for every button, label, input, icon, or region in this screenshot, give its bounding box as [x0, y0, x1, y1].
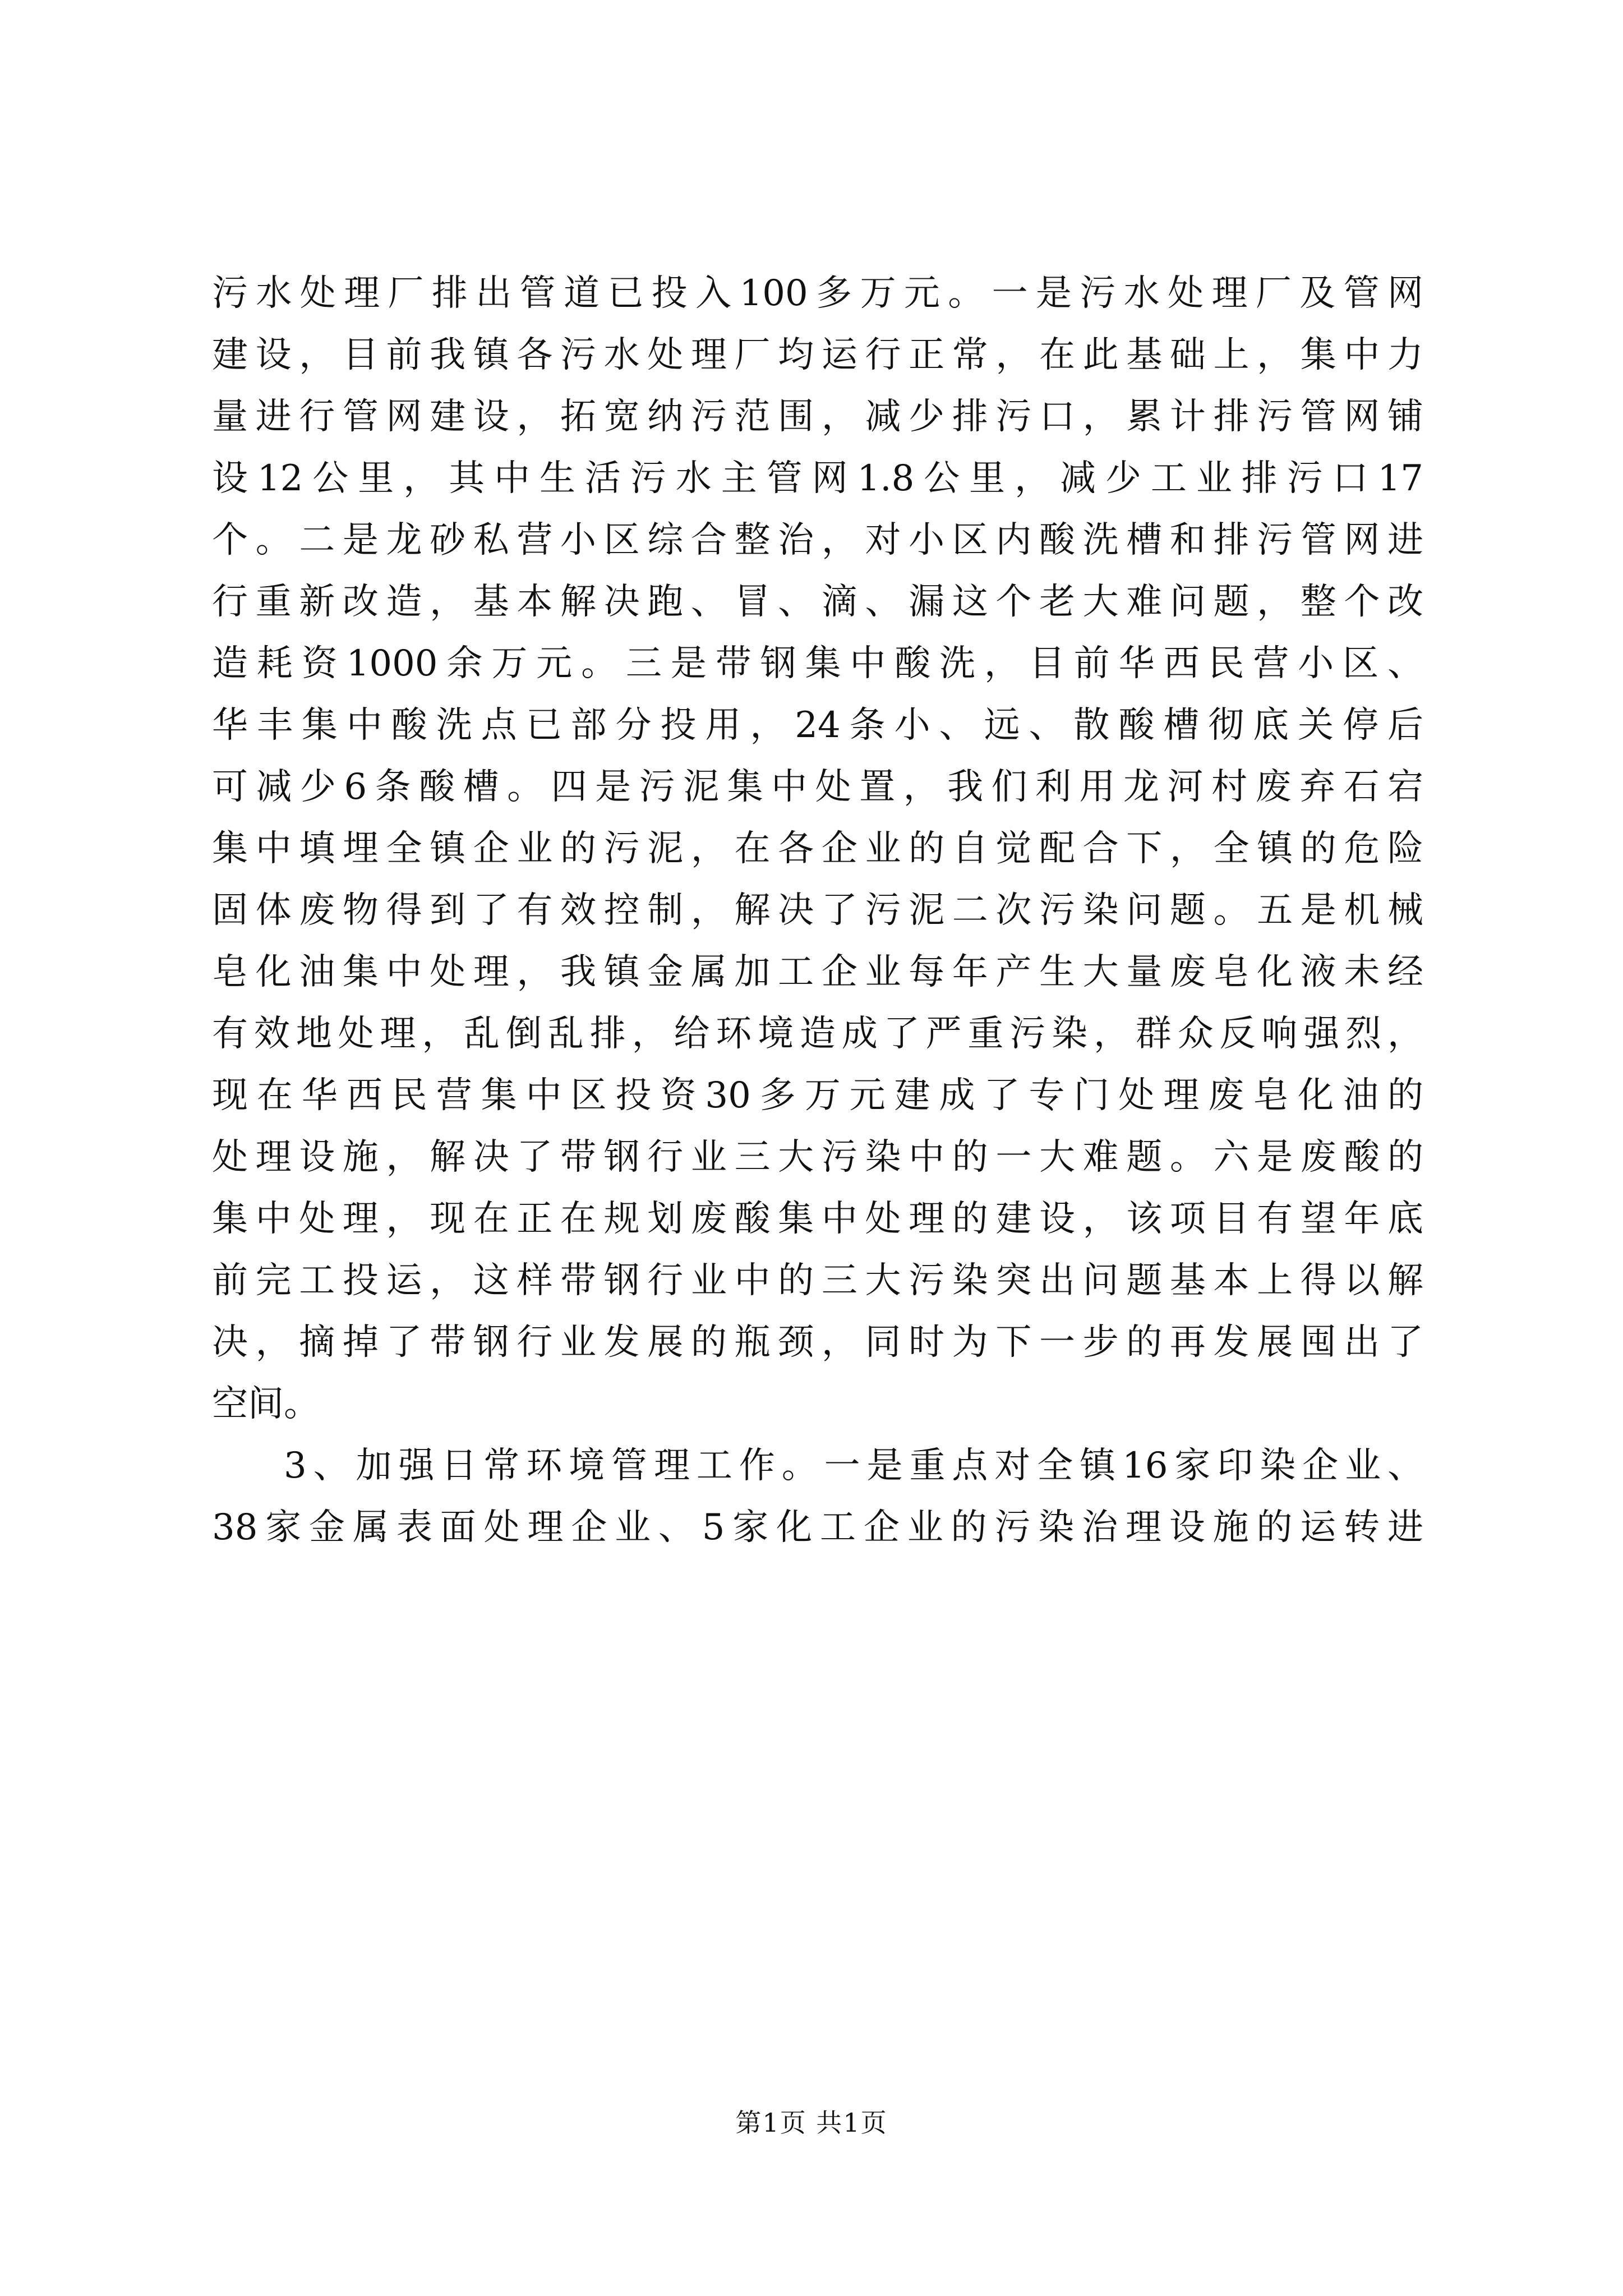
text-line: 量进行管网建设，拓宽纳污范围，减少排污口，累计排污管网铺 [212, 396, 1423, 438]
text-line: 皂化油集中处理，我镇金属加工企业每年产生大量废皂化液未经 [212, 951, 1423, 993]
paragraph-1 [212, 263, 1423, 1435]
text-line: 空间。 [212, 1383, 320, 1425]
text-line: 现在华西民营集中区投资30多万元建成了专门处理废皂化油的 [212, 1075, 1423, 1116]
text-line: 建设，目前我镇各污水处理厂均运行正常，在此基础上，集中力 [212, 334, 1423, 376]
paragraph-2 [212, 1435, 1423, 1558]
body-text [212, 263, 1423, 1558]
text-line: 有效地处理，乱倒乱排，给环境造成了严重污染，群众反响强烈， [212, 1013, 1423, 1055]
text-line: 38家金属表面处理企业、5家化工企业的污染治理设施的运转进 [212, 1507, 1423, 1548]
text-line: 华丰集中酸洗点已部分投用，24条小、远、散酸槽彻底关停后 [212, 705, 1423, 746]
text-line: 污水处理厂排出管道已投入100多万元。一是污水处理厂及管网 [212, 273, 1423, 314]
text-line: 集中处理，现在正在规划废酸集中处理的建设，该项目有望年底 [212, 1198, 1423, 1240]
text-line: 造耗资1000余万元。三是带钢集中酸洗，目前华西民营小区、 [212, 643, 1423, 684]
text-line: 3、加强日常环境管理工作。一是重点对全镇16家印染企业、 [284, 1445, 1423, 1487]
page-number-label: 第1页 共1页 [735, 2108, 888, 2138]
text-line: 个。二是龙砂私营小区综合整治，对小区内酸洗槽和排污管网进 [212, 519, 1423, 561]
text-line: 处理设施，解决了带钢行业三大污染中的一大难题。六是废酸的 [212, 1137, 1423, 1178]
text-line: 集中填埋全镇企业的污泥，在各企业的自觉配合下，全镇的危险 [212, 828, 1423, 869]
text-line: 决，摘掉了带钢行业发展的瓶颈，同时为下一步的再发展囤出了 [212, 1322, 1423, 1363]
text-line: 行重新改造，基本解决跑、冒、滴、漏这个老大难问题，整个改 [212, 581, 1423, 623]
text-line: 设12公里，其中生活污水主管网1.8公里，减少工业排污口17 [212, 458, 1423, 499]
text-line: 前完工投运，这样带钢行业中的三大污染突出问题基本上得以解 [212, 1260, 1423, 1301]
text-line: 可减少6条酸槽。四是污泥集中处置，我们利用龙河村废弃石宕 [212, 766, 1423, 808]
page-footer [0, 2102, 1623, 2139]
text-line: 固体废物得到了有效控制，解决了污泥二次污染问题。五是机械 [212, 890, 1423, 931]
